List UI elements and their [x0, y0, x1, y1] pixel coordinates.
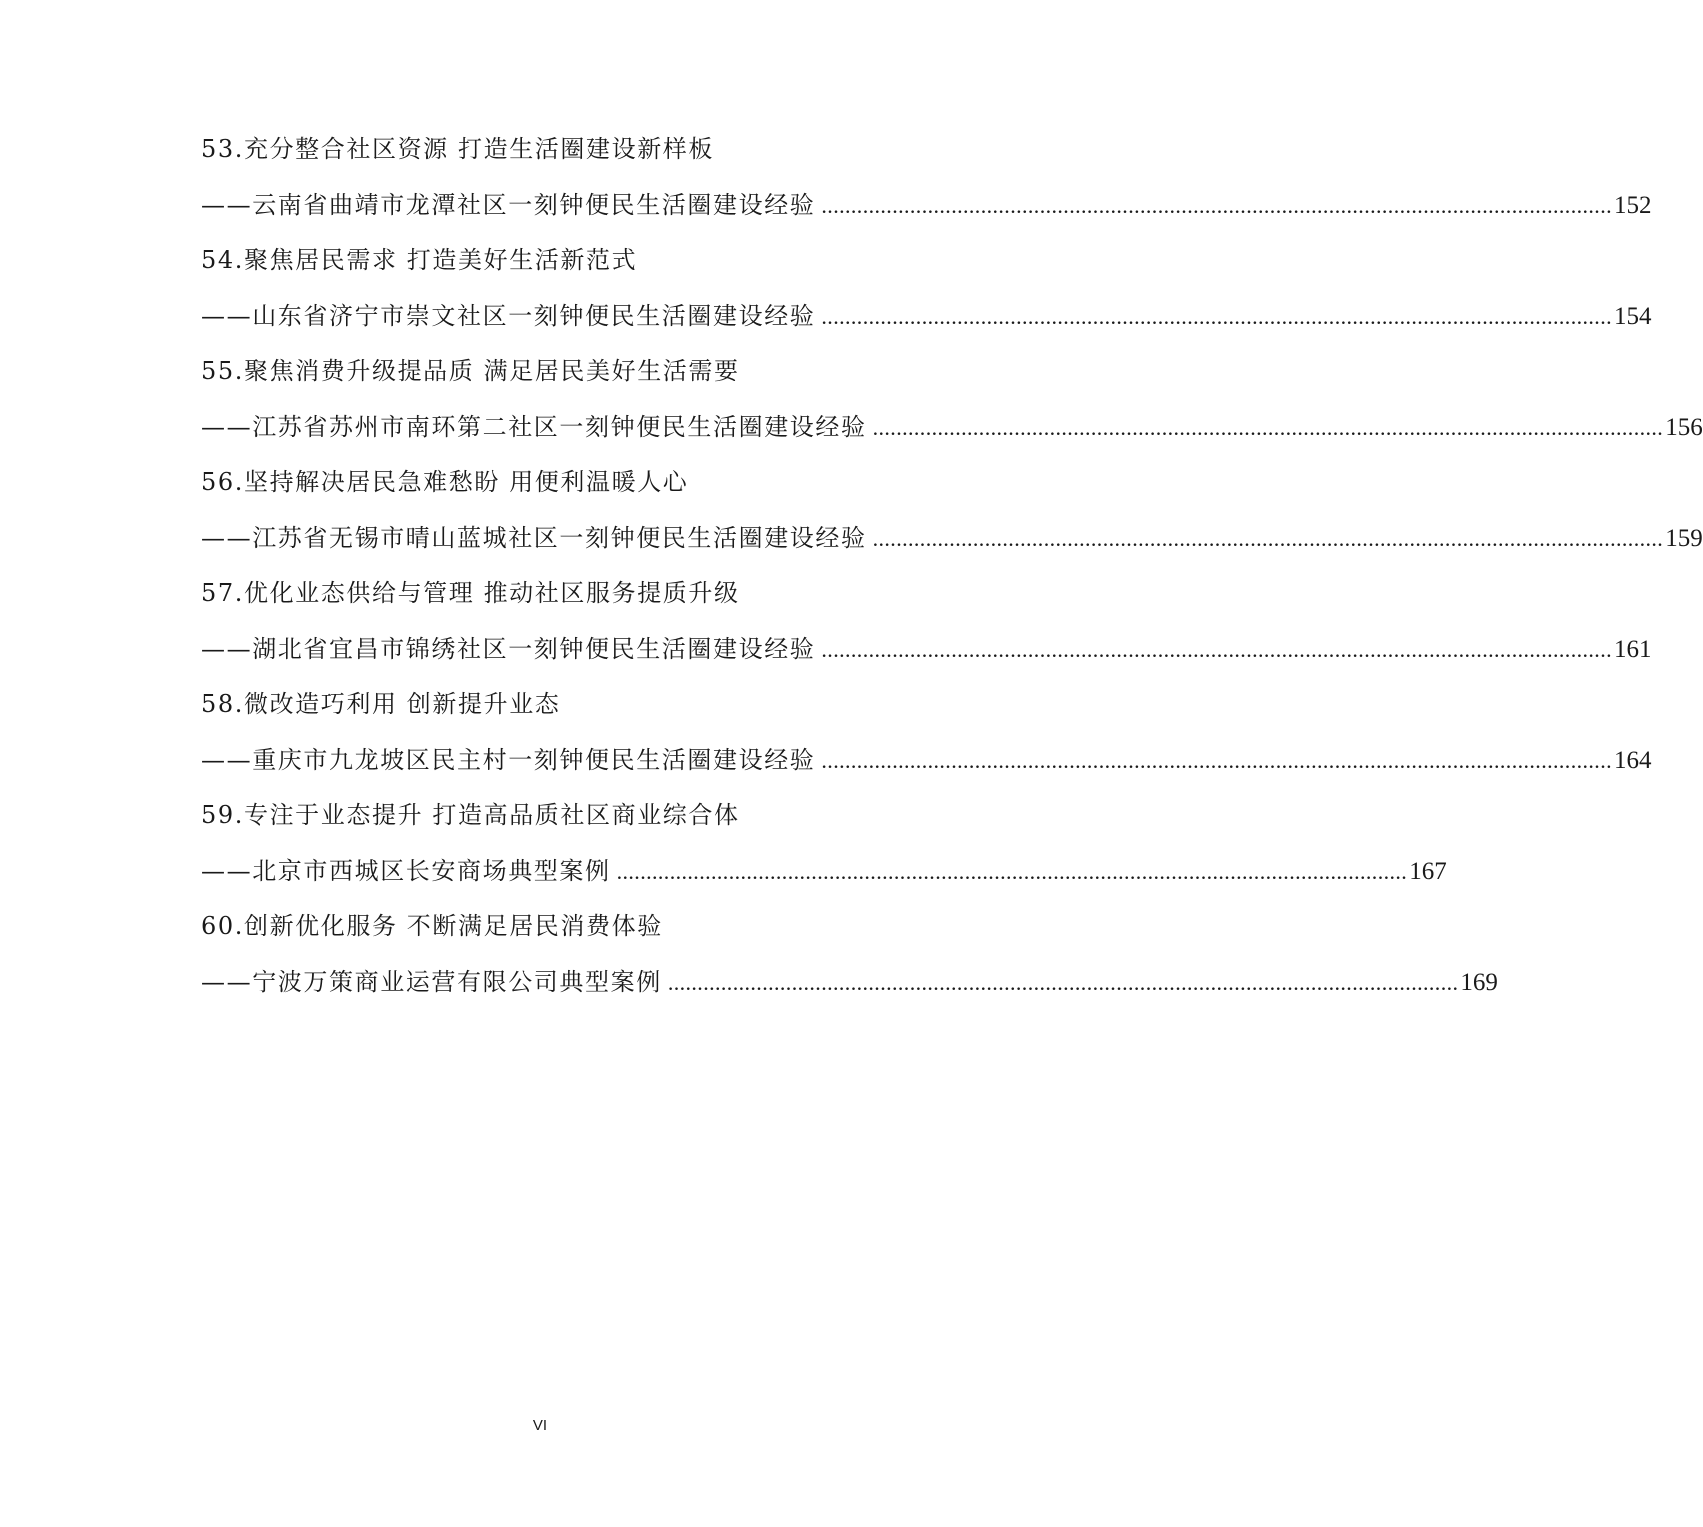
- toc-entry-subtitle-line: [201, 737, 1652, 792]
- toc-entry-subtitle-line: [201, 959, 1498, 1014]
- toc-page-number: 167: [1409, 858, 1447, 885]
- dot-leader: ......................................................................................................................................: [616, 859, 1408, 884]
- toc-entry-subtitle-line: [201, 626, 1652, 681]
- toc-page-number: 159: [1665, 525, 1703, 552]
- toc-entry-subtitle: ——江苏省无锡市晴山蓝城社区一刻钟便民生活圈建设经验: [201, 524, 867, 552]
- toc-entry-subtitle: ——山东省济宁市崇文社区一刻钟便民生活圈建设经验: [201, 302, 816, 330]
- toc-page-number: 161: [1614, 636, 1652, 663]
- toc-page-number: 156: [1665, 414, 1703, 441]
- toc-entry: [201, 348, 1703, 459]
- dot-leader: ......................................................................................................................................: [821, 748, 1613, 773]
- toc-entry-subtitle-line: [201, 182, 1652, 237]
- toc-entry-subtitle-line: [201, 293, 1652, 348]
- toc-entry-subtitle-line: [201, 404, 1703, 459]
- toc-entry-subtitle-line: [201, 848, 1447, 903]
- toc-entry-title: 60.创新优化服务 不断满足居民消费体验: [201, 912, 663, 940]
- toc-entry-subtitle: ——重庆市九龙坡区民主村一刻钟便民生活圈建设经验: [201, 746, 816, 774]
- dot-leader: ......................................................................................................................................: [872, 415, 1664, 440]
- toc-entry: [201, 903, 1498, 1014]
- page-folio: VI: [532, 1417, 548, 1434]
- toc-entry: [201, 792, 1447, 903]
- toc-entry-title: 54.聚焦居民需求 打造美好生活新范式: [201, 246, 638, 274]
- dot-leader: ......................................................................................................................................: [821, 193, 1613, 218]
- toc-entry-subtitle: ——北京市西城区长安商场典型案例: [201, 857, 611, 885]
- toc-page-number: 164: [1614, 747, 1652, 774]
- toc-entry-title: 57.优化业态供给与管理 推动社区服务提质升级: [201, 579, 740, 607]
- toc-entry: [201, 126, 1652, 237]
- dot-leader: ......................................................................................................................................: [821, 304, 1613, 329]
- toc-entry-title: 55.聚焦消费升级提品质 满足居民美好生活需要: [201, 357, 740, 385]
- toc-page-number: 169: [1460, 969, 1498, 996]
- toc-page-number: 154: [1614, 303, 1652, 330]
- toc-entry-title: 58.微改造巧利用 创新提升业态: [201, 690, 561, 718]
- toc-entry: [201, 570, 1652, 681]
- toc-entry-subtitle: ——云南省曲靖市龙潭社区一刻钟便民生活圈建设经验: [201, 191, 816, 219]
- toc-page-number: 152: [1614, 192, 1652, 219]
- toc-entry: [201, 237, 1652, 348]
- dot-leader: ......................................................................................................................................: [667, 970, 1459, 995]
- toc-entry: [201, 459, 1703, 570]
- toc-entry-title: 59.专注于业态提升 打造高品质社区商业综合体: [201, 801, 740, 829]
- dot-leader: ......................................................................................................................................: [821, 637, 1613, 662]
- toc-entry-subtitle-line: [201, 515, 1703, 570]
- toc-entry-title: 56.坚持解决居民急难愁盼 用便利温暖人心: [201, 468, 689, 496]
- toc-entry-subtitle: ——湖北省宜昌市锦绣社区一刻钟便民生活圈建设经验: [201, 635, 816, 663]
- table-of-contents: [201, 126, 1703, 1014]
- toc-entry-title: 53.充分整合社区资源 打造生活圈建设新样板: [201, 135, 714, 163]
- toc-entry: [201, 681, 1652, 792]
- toc-entry-subtitle: ——江苏省苏州市南环第二社区一刻钟便民生活圈建设经验: [201, 413, 867, 441]
- toc-entry-subtitle: ——宁波万策商业运营有限公司典型案例: [201, 968, 662, 996]
- dot-leader: ......................................................................................................................................: [872, 526, 1664, 551]
